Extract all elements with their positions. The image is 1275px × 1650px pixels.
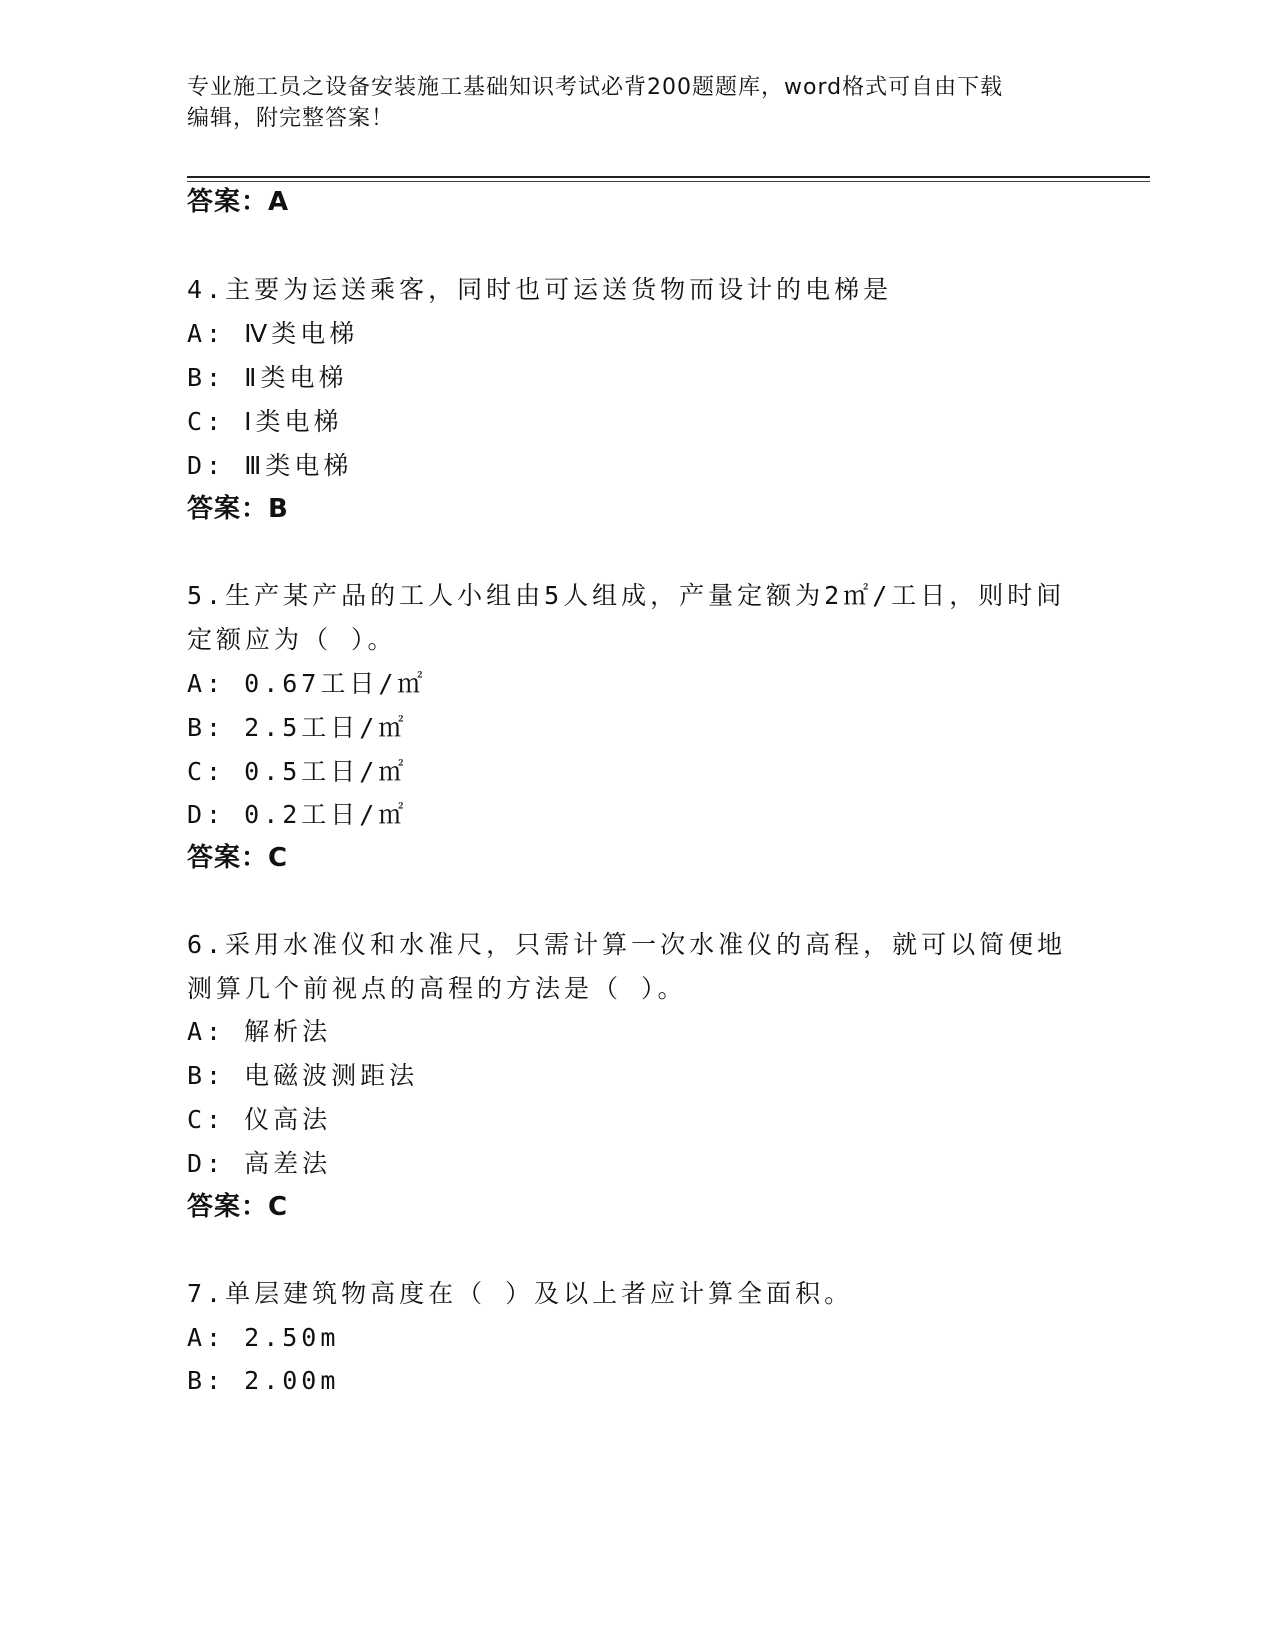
answer-q3: 答案：A [187, 187, 290, 217]
question-4-stem: 4.主要为运送乘客，同时也可运送货物而设计的电梯是 [187, 275, 893, 304]
header-title-line-1: 专业施工员之设备安装施工基础知识考试必背200题题库，word格式可自由下载 [187, 75, 1004, 100]
question-5-stem-line-1: 5.生产某产品的工人小组由5人组成，产量定额为2㎡/工日，则时间 [187, 581, 1066, 610]
question-6-stem-line-2: 测算几个前视点的高程的方法是（ ）。 [187, 974, 687, 1003]
question-4-option-a: A: Ⅳ类电梯 [187, 319, 359, 348]
answer-q6: 答案：C [187, 1192, 289, 1222]
question-6-option-b: B: 电磁波测距法 [187, 1061, 419, 1090]
answer-q4: 答案：B [187, 494, 289, 524]
answer-q5: 答案：C [187, 843, 289, 873]
document-header [187, 72, 1087, 134]
question-5-option-c: C: 0.5工日/㎡ [187, 757, 408, 786]
question-5-option-d: D: 0.2工日/㎡ [187, 800, 408, 829]
question-6-stem-line-1: 6.采用水准仪和水准尺，只需计算一次水准仪的高程，就可以简便地 [187, 930, 1067, 959]
question-6-option-c: C: 仪高法 [187, 1105, 332, 1134]
header-divider-thin [187, 181, 1150, 182]
question-5-option-a: A: 0.67工日/㎡ [187, 669, 427, 698]
header-title-line-2: 编辑，附完整答案！ [187, 106, 395, 131]
header-divider-thick [187, 176, 1150, 178]
question-5-stem-line-2: 定额应为（ ）。 [187, 625, 397, 654]
question-6-option-a: A: 解析法 [187, 1017, 332, 1046]
question-4-option-b: B: Ⅱ类电梯 [187, 363, 348, 392]
question-4-option-c: C: Ⅰ类电梯 [187, 407, 343, 436]
question-4-option-d: D: Ⅲ类电梯 [187, 451, 353, 480]
question-6-option-d: D: 高差法 [187, 1149, 332, 1178]
question-5-option-b: B: 2.5工日/㎡ [187, 713, 408, 742]
question-7-option-a: A: 2.50m [187, 1323, 340, 1352]
question-7-option-b: B: 2.00m [187, 1366, 340, 1395]
question-7-stem: 7.单层建筑物高度在（ ）及以上者应计算全面积。 [187, 1279, 854, 1308]
